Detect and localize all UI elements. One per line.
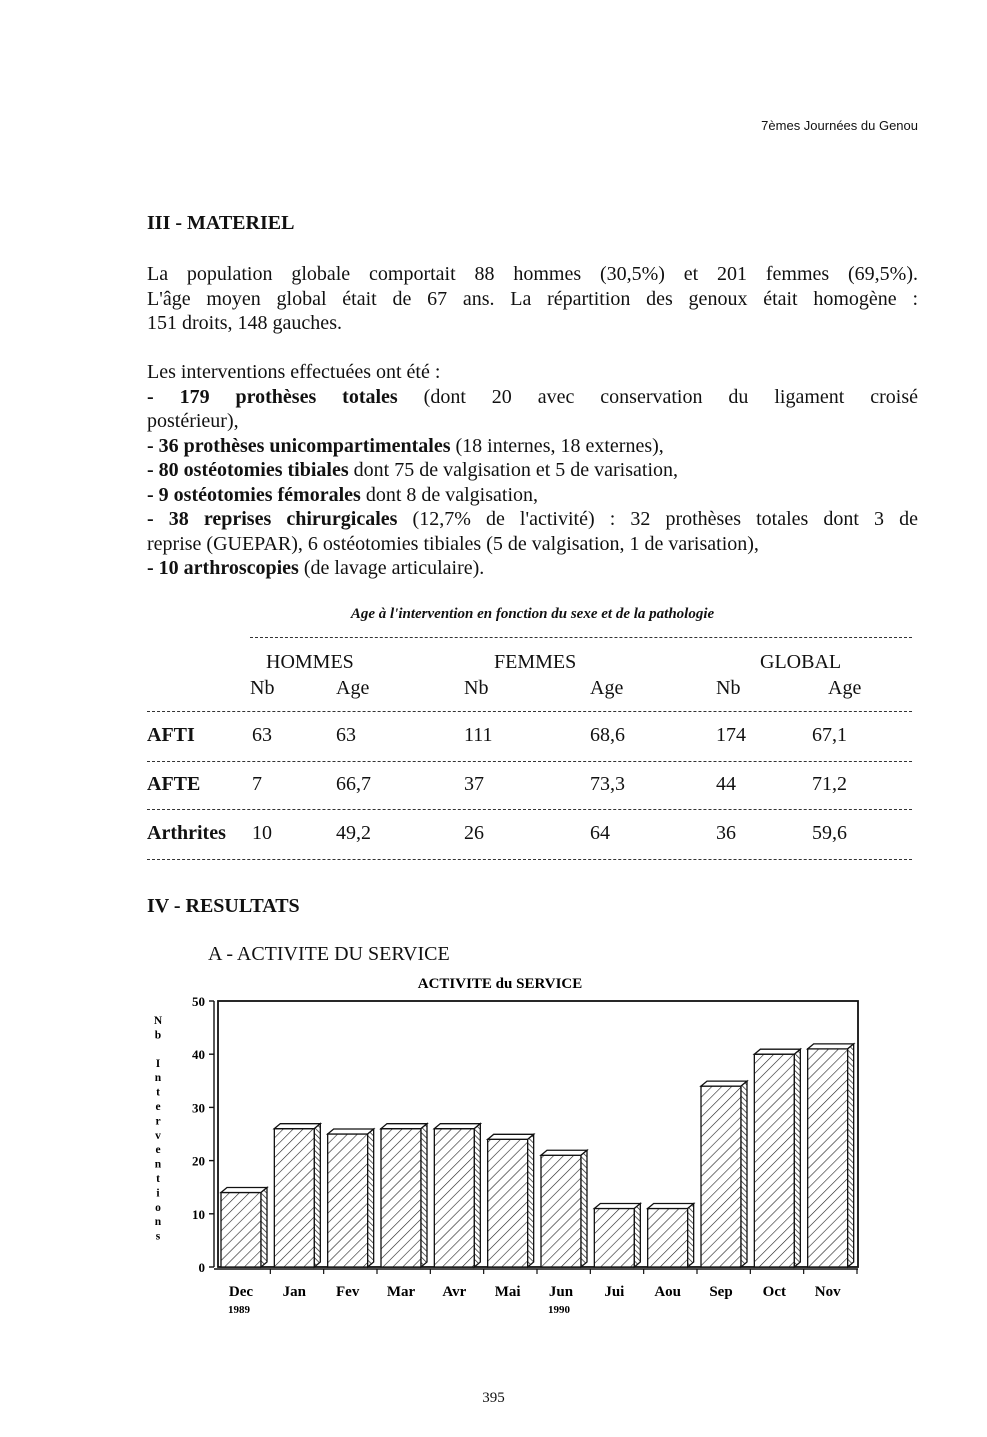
bar <box>328 1129 374 1267</box>
x-tick-label: Nov <box>814 1284 841 1300</box>
bar <box>541 1150 587 1267</box>
intervention-item-reprises-text: (12,7% de l'activité) : 32 prothèses totales dont 3 de <box>397 508 919 530</box>
table-group-global: GLOBAL <box>760 651 842 673</box>
bar <box>488 1134 534 1267</box>
table-rule <box>147 711 912 712</box>
y-axis-label-char: n <box>154 1158 162 1171</box>
bar-top <box>434 1124 480 1129</box>
intervention-item-ost-tib-text: dont 75 de valgisation et 5 de varisation, <box>348 459 679 481</box>
y-tick-label: 0 <box>198 1260 205 1275</box>
table-cell: 64 <box>590 822 610 844</box>
bar <box>754 1049 800 1267</box>
y-axis-label-char: i <box>156 1187 160 1200</box>
bar-top <box>328 1129 374 1134</box>
y-tick-label: 10 <box>192 1206 205 1222</box>
table-group-hommes: HOMMES <box>266 651 354 673</box>
bar <box>808 1044 854 1267</box>
y-axis-label-char: t <box>156 1086 160 1099</box>
y-axis-label-char: v <box>155 1129 161 1142</box>
interventions-list <box>147 360 918 581</box>
y-axis-label-char: N <box>153 1015 163 1027</box>
x-tick-label: Fev <box>336 1284 360 1300</box>
bar-front <box>701 1086 741 1267</box>
bar <box>274 1124 320 1267</box>
intervention-item-puc-text: (18 internes, 18 externes), <box>450 434 664 457</box>
y-axis <box>192 994 214 1275</box>
x-year-label: 1990 <box>548 1304 570 1316</box>
intervention-item-ost-fem-text: dont 8 de valgisation, <box>360 483 539 506</box>
table-cell: 10 <box>252 822 272 844</box>
population-paragraph <box>147 262 918 336</box>
y-axis-label-char: t <box>156 1173 160 1185</box>
y-tick-label: 30 <box>192 1100 205 1116</box>
x-tick-label: Avr <box>442 1284 467 1300</box>
table-subheader: Nb <box>464 677 489 699</box>
table-cell: 7 <box>252 773 262 795</box>
table-row-label: AFTI <box>147 724 195 746</box>
table-cell: 63 <box>252 724 272 746</box>
running-head: 7èmes Journées du Genou <box>761 118 918 133</box>
y-axis-label-char: n <box>154 1216 162 1229</box>
x-year-label: 1989 <box>228 1304 250 1316</box>
y-axis-label <box>154 1015 163 1243</box>
x-tick-label: Oct <box>762 1284 786 1300</box>
bar-side <box>474 1124 480 1267</box>
bar <box>381 1124 427 1267</box>
table-cell: 36 <box>716 822 736 844</box>
x-tick-label: Aou <box>654 1284 682 1300</box>
table-cell: 26 <box>464 822 484 844</box>
table-cell: 67,1 <box>812 724 847 746</box>
intervention-item-puc <box>147 434 918 459</box>
subsection-title-activite: A - ACTIVITE DU SERVICE <box>208 943 450 965</box>
bar-top <box>754 1049 800 1054</box>
table-cell: 59,6 <box>812 822 847 844</box>
intervention-item-ost-tib <box>147 458 918 483</box>
bars <box>221 1044 854 1267</box>
table-group-femmes: FEMMES <box>494 651 577 673</box>
table-rule <box>147 809 912 810</box>
table-subheader: Age <box>336 677 370 699</box>
table-cell: 174 <box>716 724 746 746</box>
bar-top <box>594 1203 640 1208</box>
bar-side <box>368 1129 374 1267</box>
bar-top <box>808 1044 854 1049</box>
table-row-label: Arthrites <box>147 822 226 844</box>
interventions-intro: Les interventions effectuées ont été : <box>147 361 441 383</box>
x-tick-label: Dec <box>228 1284 254 1300</box>
x-tick-label: Mar <box>386 1284 416 1300</box>
bar-front <box>381 1129 421 1267</box>
table-cell: 68,6 <box>590 724 625 746</box>
y-tick-label: 50 <box>192 994 205 1009</box>
bar <box>221 1188 267 1267</box>
intervention-item-ptg-text: (dont 20 avec conservation du ligament croisé <box>397 385 918 408</box>
bar-front <box>274 1129 314 1267</box>
bar-side <box>314 1124 320 1267</box>
section-title-materiel: III - MATERIEL <box>147 212 295 234</box>
chart-title: ACTIVITE du SERVICE <box>417 976 583 992</box>
y-axis-label-char: o <box>155 1201 161 1214</box>
y-axis-label-char: s <box>155 1230 161 1243</box>
bar-top <box>221 1188 267 1193</box>
bar-side <box>688 1203 694 1267</box>
bar-front <box>594 1208 634 1267</box>
bar-front <box>221 1193 261 1267</box>
intervention-item-reprises <box>147 507 918 532</box>
table-rule-bottom <box>147 859 912 860</box>
x-axis <box>214 1269 858 1316</box>
table-cell: 71,2 <box>812 773 847 795</box>
intervention-item-ost-tib-bold: - 80 ostéotomies tibiales <box>147 459 349 481</box>
table-subheader: Age <box>590 677 624 699</box>
bar-front <box>328 1134 368 1267</box>
bar-front <box>434 1129 474 1267</box>
table-row-label: AFTE <box>147 773 201 795</box>
bar-top <box>541 1150 587 1155</box>
table-cell: 44 <box>716 773 736 795</box>
bar-front <box>541 1155 581 1267</box>
table-cell: 63 <box>336 724 356 746</box>
bar-front <box>488 1139 528 1267</box>
intervention-item-reprises-cont: reprise (GUEPAR), 6 ostéotomies tibiales (5 de valgisation, 1 de varisation), <box>147 532 759 555</box>
table-subheader: Age <box>828 677 862 699</box>
bar <box>701 1081 747 1267</box>
y-tick-label: 20 <box>192 1153 205 1169</box>
bar-side <box>794 1049 800 1267</box>
bar <box>648 1203 694 1267</box>
bar-side <box>581 1150 587 1267</box>
bar-top <box>488 1134 534 1139</box>
bar-side <box>741 1081 747 1267</box>
bar-top <box>381 1124 427 1129</box>
intervention-item-ost-fem <box>147 483 918 508</box>
population-line-3: 151 droits, 148 gauches. <box>147 312 342 334</box>
page-number: 395 <box>482 1390 505 1406</box>
intervention-item-arthro-text: (de lavage articulaire). <box>298 557 485 579</box>
intervention-item-arthro-bold: - 10 arthroscopies <box>147 557 299 579</box>
bar-side <box>848 1044 854 1267</box>
bar <box>594 1203 640 1267</box>
y-tick-label: 40 <box>192 1047 205 1063</box>
y-axis-label-char: e <box>155 1101 161 1113</box>
section-title-resultats: IV - RESULTATS <box>147 895 300 917</box>
bar-front <box>754 1054 794 1267</box>
table-cell: 49,2 <box>336 822 371 844</box>
table-cell: 111 <box>464 724 493 746</box>
bar-front <box>648 1208 688 1267</box>
table-rule-top <box>250 637 912 638</box>
table-rule <box>147 761 912 762</box>
x-tick-label: Jui <box>604 1284 625 1300</box>
activity-chart-svg <box>140 965 860 1325</box>
intervention-item-reprises-bold: - 38 reprises chirurgicales <box>147 508 398 530</box>
intervention-item-puc-bold: - 36 prothèses unicompartimentales <box>147 434 451 457</box>
x-tick-label: Mai <box>494 1284 521 1300</box>
bar-top <box>274 1124 320 1129</box>
y-axis-label-char: e <box>155 1144 161 1157</box>
intervention-item-ptg <box>147 385 918 410</box>
bar-top <box>701 1081 747 1086</box>
population-line-1: La population globale comportait 88 hommes (30,5%) et 201 femmes (69,5%). <box>147 263 918 285</box>
bar-front <box>808 1049 848 1267</box>
intervention-item-ptg-bold: - 179 prothèses totales <box>147 385 398 408</box>
bar-side <box>421 1124 427 1267</box>
bar-side <box>528 1134 534 1267</box>
intervention-item-ptg-cont: postérieur), <box>147 410 239 432</box>
x-tick-label: Jan <box>282 1284 307 1300</box>
y-axis-label-char: b <box>154 1029 162 1042</box>
table-caption: Age à l'intervention en fonction du sexe et de la pathologie <box>350 606 715 622</box>
activity-chart <box>140 965 860 1325</box>
table-cell: 37 <box>464 773 484 795</box>
x-tick-label: Jun <box>548 1284 574 1300</box>
bar <box>434 1124 480 1267</box>
table-subheader: Nb <box>250 677 275 699</box>
x-tick-label: Sep <box>709 1284 733 1300</box>
table-subheader: Nb <box>716 677 741 699</box>
bar-top <box>648 1203 694 1208</box>
y-axis-label-char: n <box>154 1072 162 1085</box>
table-cell: 73,3 <box>590 773 625 795</box>
table-cell: 66,7 <box>336 773 371 795</box>
y-axis-label-char: I <box>155 1057 161 1070</box>
bar-side <box>261 1188 267 1267</box>
population-line-2: L'âge moyen global était de 67 ans. La répartition des genoux était homogène : <box>147 287 918 310</box>
intervention-item-ost-fem-bold: - 9 ostéotomies fémorales <box>147 483 361 506</box>
intervention-item-arthro <box>147 556 918 581</box>
bar-side <box>634 1203 640 1267</box>
y-axis-label-char: r <box>155 1115 161 1128</box>
